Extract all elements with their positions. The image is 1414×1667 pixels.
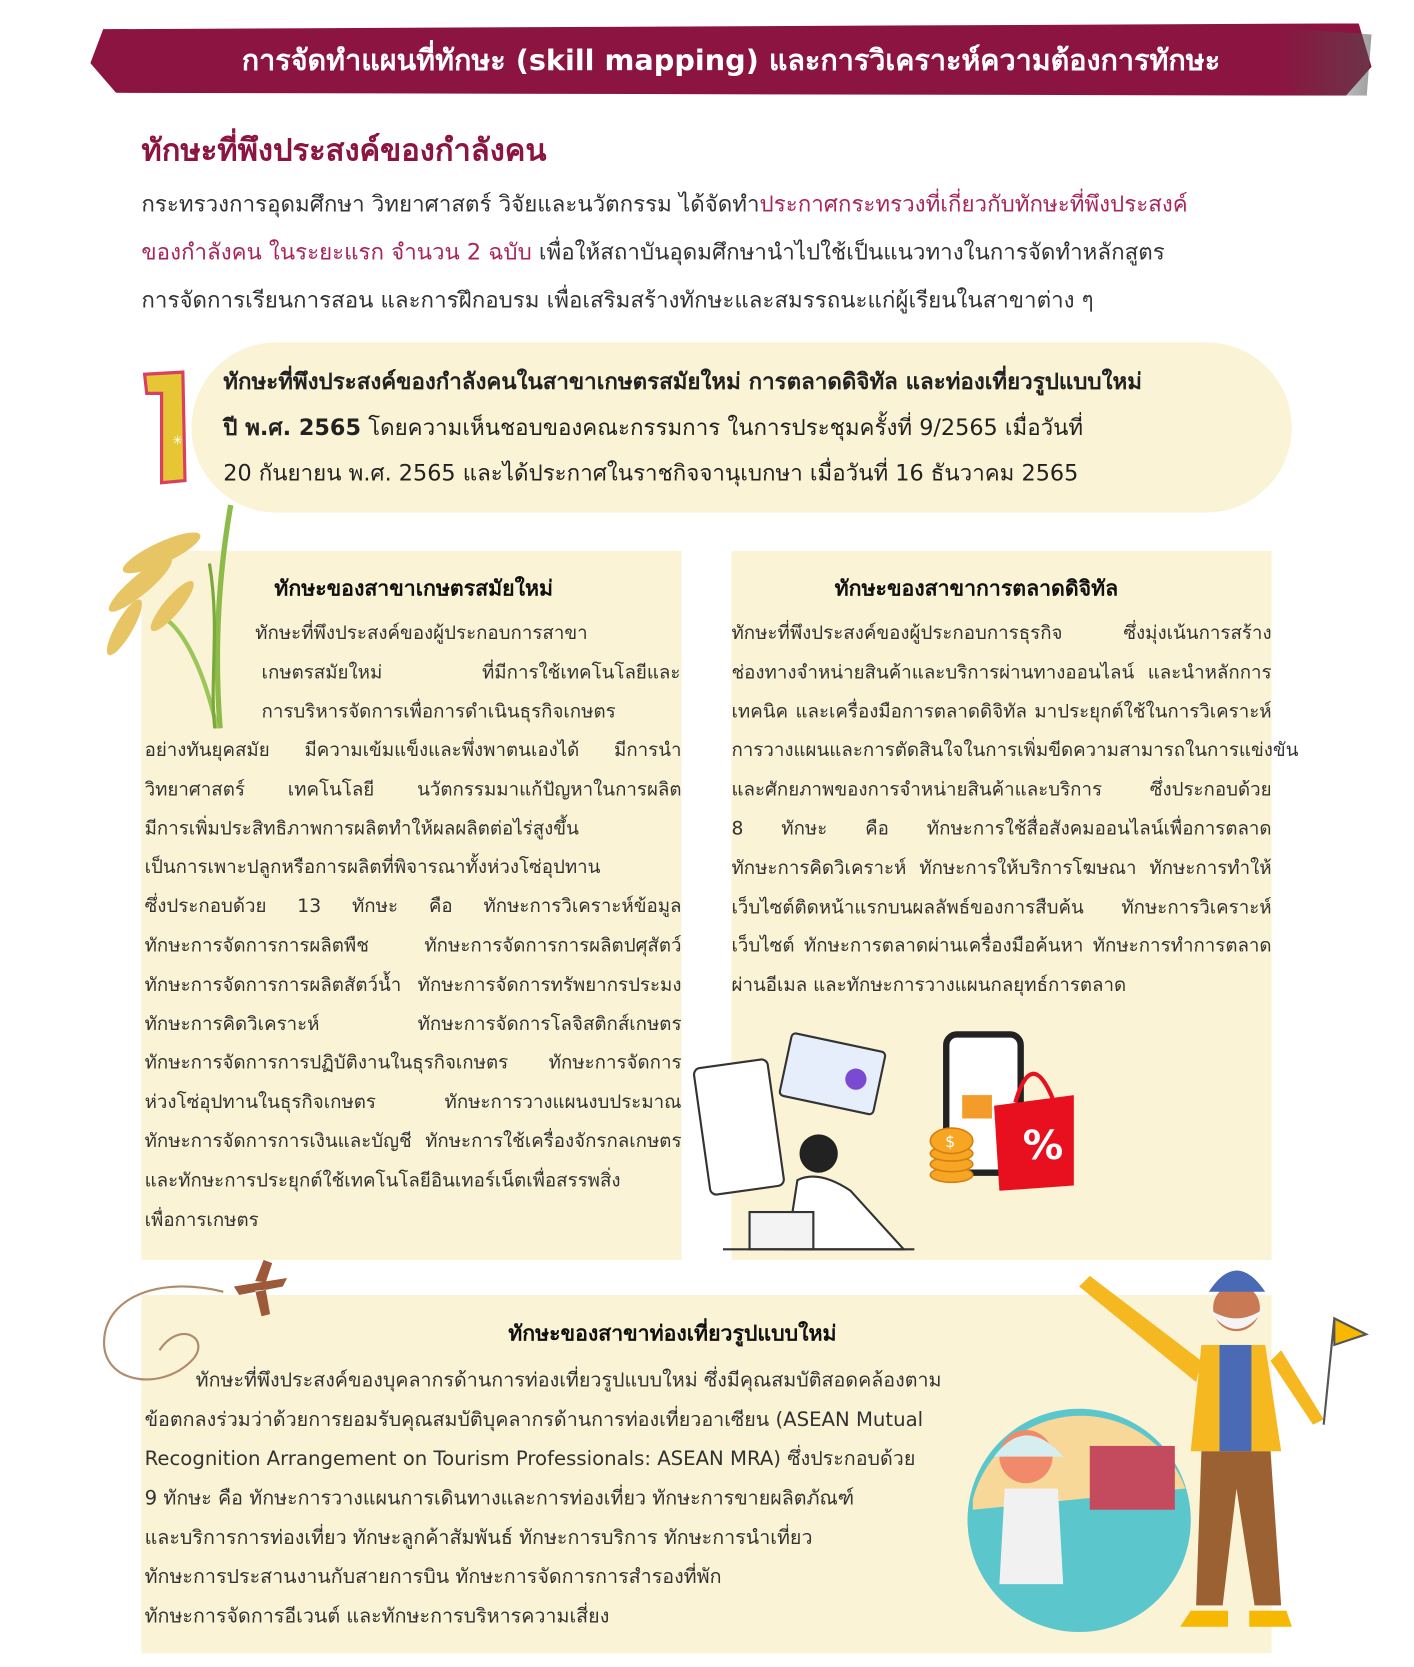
agriculture-line: เพื่อการเกษตร [144,1209,259,1231]
announcement-date: 20 กันยายน พ.ศ. 2565 และได้ประกาศในราชกิจจานุเบกษา เมื่อวันที่ 16 ธันวาคม 2565 [223,460,1079,486]
tourism-line: Recognition Arrangement on Tourism Professionals: ASEAN MRA) ซึ่งประกอบด้วย [144,1448,916,1471]
digital-marketing-title: ทักษะของสาขาการตลาดดิจิทัล [834,575,1119,601]
digital-marketing-line: การวางแผนและการตัดสินใจในการเพิ่มขีดความสามารถในการแข่งขัน [731,740,1299,762]
intro-text: กระทรวงการอุดมศึกษา วิทยาศาสตร์ วิจัยและนวัตกรรม ได้จัดทำ [141,191,760,217]
digital-marketing-line: ผ่านอีเมล และทักษะการวางแผนกลยุทธ์การตลาด [731,975,1127,997]
agriculture-line: ทักษะการจัดการการผลิตสัตว์น้ำ ทักษะการจัดการทรัพยากรประมง [144,974,682,996]
agriculture-line: ทักษะการคิดวิเคราะห์ ทักษะการจัดการโลจิสติกส์เกษตร [144,1013,682,1036]
tourism-line: 9 ทักษะ คือ ทักษะการวางแผนการเดินทางและการท่องเที่ยว ทักษะการขายผลิตภัณฑ์ [144,1487,855,1510]
tourism-lines [145,1361,942,1636]
tourism-line: ทักษะที่พึงประสงค์ของบุคลากรด้านการท่องเที่ยวรูปแบบใหม่ ซึ่งมีคุณสมบัติสอดคล้องตาม [195,1369,942,1392]
tourism-line: ทักษะการจัดการอีเวนต์ และทักษะการบริหารความเสี่ยง [144,1605,610,1628]
digital-marketing-line: ช่องทางจำหน่ายสินค้าและบริการผ่านทางออนไลน์ และนำหลักการ [731,662,1272,684]
tourism-line: ข้อตกลงร่วมว่าด้วยการยอมรับคุณสมบัติบุคลากรด้านการท่องเที่ยวอาเซียน (ASEAN Mutual [144,1408,924,1432]
agriculture-line: เป็นการเพาะปลูกหรือการผลิตที่พิจารณาทั้งห่วงโซ่อุปทาน [144,857,601,879]
digital-marketing-line: 8 ทักษะ คือ ทักษะการใช้สื่อสังคมออนไลน์เพื่อการตลาด [731,818,1272,840]
announcement-detail: โดยความเห็นชอบของคณะกรรมการ ในการประชุมครั้งที่ 9/2565 เมื่อวันที่ [360,414,1084,441]
section-heading: ทักษะที่พึงประสงค์ของกำลังคน [141,131,547,168]
dollar-sign: $ [945,1132,956,1152]
agriculture-title: ทักษะของสาขาเกษตรสมัยใหม่ [274,575,553,601]
digital-marketing-line: เว็บไซต์ ทักษะการตลาดผ่านเครื่องมือค้นหา ทักษะการทำการตลาด [731,936,1272,958]
percent-sign: % [1022,1120,1064,1169]
agriculture-line: เกษตรสมัยใหม่ ที่มีการใช้เทคโนโลยีและ [261,662,681,684]
agriculture-line: วิทยาศาสตร์ เทคโนโลยี นวัตกรรมมาแก้ปัญหาในการผลิต [144,779,682,801]
tourism-line: และบริการการท่องเที่ยว ทักษะลูกค้าสัมพันธ์ ทักษะการบริการ ทักษะการนำเที่ยว [144,1526,813,1550]
intro-text: เพื่อให้สถาบันอุดมศึกษานำไปใช้เป็นแนวทางในการจัดทำหลักสูตร [531,239,1165,265]
digital-marketing-line: เว็บไซต์ติดหน้าแรกบนผลลัพธ์ของการสืบค้น ทักษะการวิเคราะห์ [731,896,1272,919]
social-media-illustration [691,1021,925,1260]
agriculture-line: ทักษะการจัดการการเงินและบัญชี ทักษะการใช้เครื่องจักรกลเกษตร [144,1131,682,1153]
traveler-illustration [962,1244,1377,1659]
agriculture-line: ทักษะที่พึงประสงค์ของผู้ประกอบการสาขา [255,623,588,645]
announcement-title: ทักษะที่พึงประสงค์ของกำลังคนในสาขาเกษตรสมัยใหม่ การตลาดดิจิทัล และท่องเที่ยวรูปแบบใหม่ [223,368,1142,395]
rice-plant-icon [98,500,236,734]
digital-marketing-line: และศักยภาพของการจำหน่ายสินค้าและบริการ ซึ่งประกอบด้วย [731,779,1272,801]
agriculture-line: อย่างทันยุคสมัย มีความเข้มแข็งและพึ่งพาตนเองได้ มีการนำ [144,739,682,762]
banner-title: การจัดทำแผนที่ทักษะ (skill mapping) และการวิเคราะห์ความต้องการทักษะ [241,44,1221,78]
agriculture-line: การบริหารจัดการเพื่อการดำเนินธุรกิจเกษตร [261,701,616,723]
tourism-line: ทักษะการประสานงานกับสายการบิน ทักษะการจัดการการสำรองที่พัก [144,1566,722,1589]
tourism-title: ทักษะของสาขาท่องเที่ยวรูปแบบใหม่ [508,1320,837,1347]
agriculture-line: และทักษะการประยุกต์ใช้เทคโนโลยีอินเทอร์เน็ตเพื่อสรรพสิ่ง [144,1170,621,1192]
agriculture-lines [145,731,682,1240]
digital-marketing-line: ทักษะที่พึงประสงค์ของผู้ประกอบการธุรกิจ ซึ่งมุ่งเน้นการสร้าง [731,623,1272,645]
number-one-badge [140,370,189,485]
agriculture-line: ห่วงโซ่อุปทานในธุรกิจเกษตร ทักษะการวางแผนงบประมาณ [144,1092,682,1114]
agriculture-line: ทักษะการจัดการการปฏิบัติงานในธุรกิจเกษตร ทักษะการจัดการ [144,1052,682,1075]
intro-highlight: ของกำลังคน ในระยะแรก จำนวน 2 ฉบับ [141,239,532,265]
agriculture-line: ทักษะการจัดการการผลิตพืช ทักษะการจัดการการผลิตปศุสัตว์ [144,935,682,957]
agriculture-lines-top [255,615,680,732]
digital-marketing-line: เทคนิค และเครื่องมือการตลาดดิจิทัล มาประยุกต์ใช้ในการวิเคราะห์ [731,701,1272,723]
agriculture-line: มีการเพิ่มประสิทธิภาพการผลิตทำให้ผลผลิตต่อไร่สูงขึ้น [144,818,579,840]
announcement-year: ปี พ.ศ. 2565 [223,414,361,441]
agriculture-line: ซึ่งประกอบด้วย 13 ทักษะ คือ ทักษะการวิเคราะห์ข้อมูล [144,896,682,918]
intro-text: การจัดการเรียนการสอน และการฝึกอบรม เพื่อเสริมสร้างทักษะและสมรรถนะแก่ผู้เรียนในสาขาต่าง ๆ [141,287,1094,313]
svg-text:✳: ✳ [172,433,183,449]
intro-paragraph [141,181,1187,325]
digital-marketing-line: ทักษะการคิดวิเคราะห์ ทักษะการให้บริการโฆษณา ทักษะการทำให้ [731,857,1272,880]
announcement-text [223,359,1142,496]
shopping-illustration [925,1026,1084,1196]
digital-marketing-lines [731,615,1299,1006]
intro-highlight: ประกาศกระทรวงที่เกี่ยวกับทักษะที่พึงประสงค์ [759,191,1188,217]
